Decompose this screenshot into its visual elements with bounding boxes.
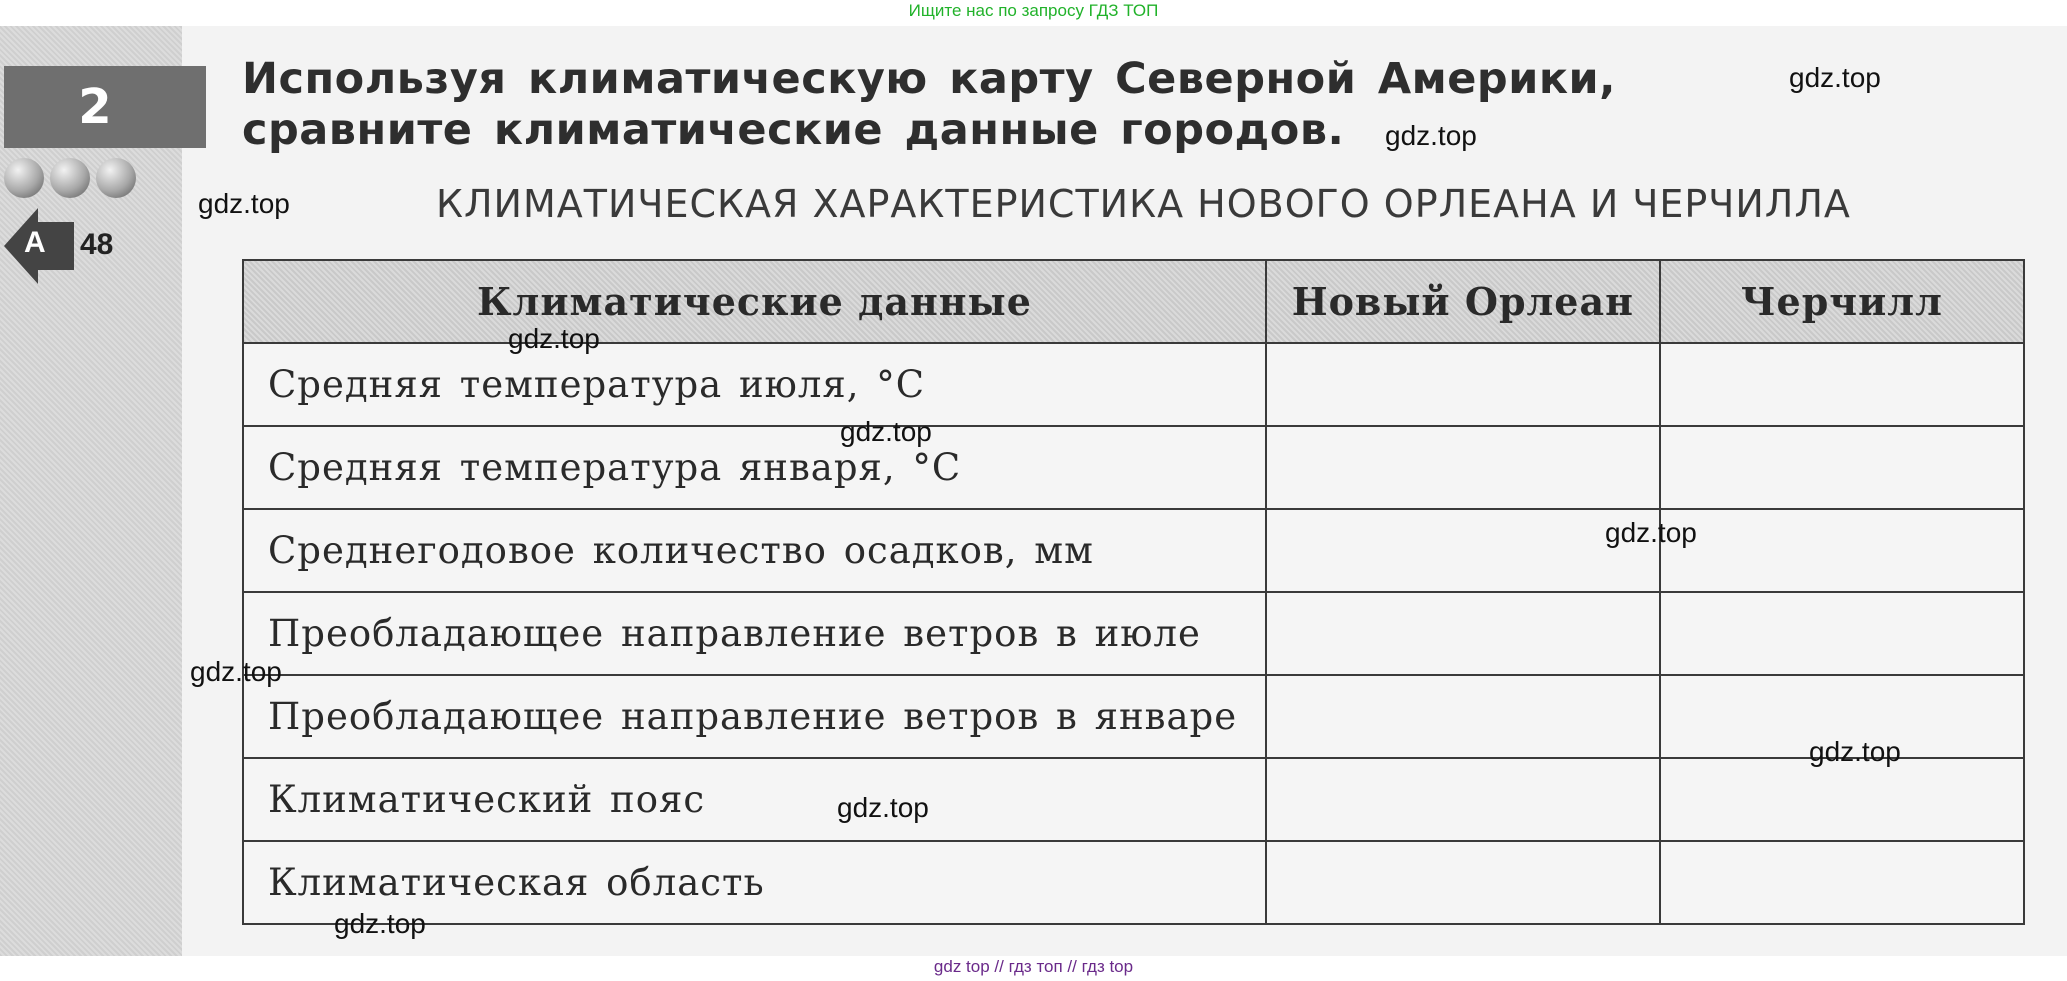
churchill-cell[interactable] bbox=[1660, 426, 2024, 509]
table-row bbox=[243, 841, 2024, 924]
row-label: Преобладающее направление ветров в январе bbox=[243, 675, 1266, 758]
churchill-cell[interactable] bbox=[1660, 509, 2024, 592]
new-orleans-cell[interactable] bbox=[1266, 509, 1660, 592]
new-orleans-cell[interactable] bbox=[1266, 841, 1660, 924]
row-label: Среднегодовое количество осадков, мм bbox=[243, 509, 1266, 592]
table-row bbox=[243, 592, 2024, 675]
churchill-cell[interactable] bbox=[1660, 758, 2024, 841]
difficulty-dot-icon bbox=[4, 158, 44, 198]
table-row bbox=[243, 509, 2024, 592]
row-label: Климатический пояс bbox=[243, 758, 1266, 841]
churchill-cell[interactable] bbox=[1660, 592, 2024, 675]
watermark: gdz.top bbox=[508, 323, 600, 354]
header-new-orleans: Новый Орлеан bbox=[1266, 260, 1660, 343]
watermark: gdz.top bbox=[198, 188, 290, 219]
table-row bbox=[243, 343, 2024, 426]
header-churchill: Черчилл bbox=[1660, 260, 2024, 343]
difficulty-dots bbox=[4, 158, 136, 198]
difficulty-dot-icon bbox=[96, 158, 136, 198]
watermark: gdz.top bbox=[334, 908, 426, 939]
new-orleans-cell[interactable] bbox=[1266, 343, 1660, 426]
header-climate-data: Климатические данные bbox=[243, 260, 1266, 343]
row-label: Средняя температура июля, °С bbox=[243, 343, 1266, 426]
table-row bbox=[243, 426, 2024, 509]
climate-table bbox=[242, 259, 2025, 925]
table-title: КЛИМАТИЧЕСКАЯ ХАРАКТЕРИСТИКА НОВОГО ОРЛЕАНА И ЧЕРЧИЛЛА bbox=[436, 182, 1851, 226]
watermark: gdz.top bbox=[1789, 62, 1881, 93]
watermark: gdz.top bbox=[190, 656, 282, 687]
watermark: gdz.top bbox=[1385, 120, 1477, 151]
churchill-cell[interactable] bbox=[1660, 343, 2024, 426]
top-banner: Ищите нас по запросу ГДЗ ТОП bbox=[908, 1, 1159, 20]
row-label: Преобладающее направление ветров в июле bbox=[243, 592, 1266, 675]
churchill-cell[interactable] bbox=[1660, 841, 2024, 924]
task-number: 2 bbox=[78, 79, 112, 135]
watermark: gdz.top bbox=[840, 416, 932, 447]
task-number-badge bbox=[4, 66, 206, 148]
new-orleans-cell[interactable] bbox=[1266, 758, 1660, 841]
watermark: gdz.top bbox=[837, 792, 929, 823]
watermark: gdz.top bbox=[1605, 517, 1697, 548]
bottom-banner: gdz top // гдз топ // гдз top bbox=[933, 957, 1134, 976]
table-row bbox=[243, 758, 2024, 841]
row-label: Средняя температура января, °С bbox=[243, 426, 1266, 509]
task-heading-line-1: Используя климатическую карту Северной Америки, bbox=[242, 54, 1616, 104]
task-heading-line-2: сравните климатические данные городов. bbox=[242, 105, 1345, 155]
row-label: Климатическая область bbox=[243, 841, 1266, 924]
table-row bbox=[243, 675, 2024, 758]
atlas-page-number: 48 bbox=[80, 228, 114, 261]
atlas-letter: А bbox=[24, 226, 46, 259]
difficulty-dot-icon bbox=[50, 158, 90, 198]
new-orleans-cell[interactable] bbox=[1266, 592, 1660, 675]
new-orleans-cell[interactable] bbox=[1266, 426, 1660, 509]
new-orleans-cell[interactable] bbox=[1266, 675, 1660, 758]
atlas-reference bbox=[4, 208, 144, 284]
watermark: gdz.top bbox=[1809, 736, 1901, 767]
